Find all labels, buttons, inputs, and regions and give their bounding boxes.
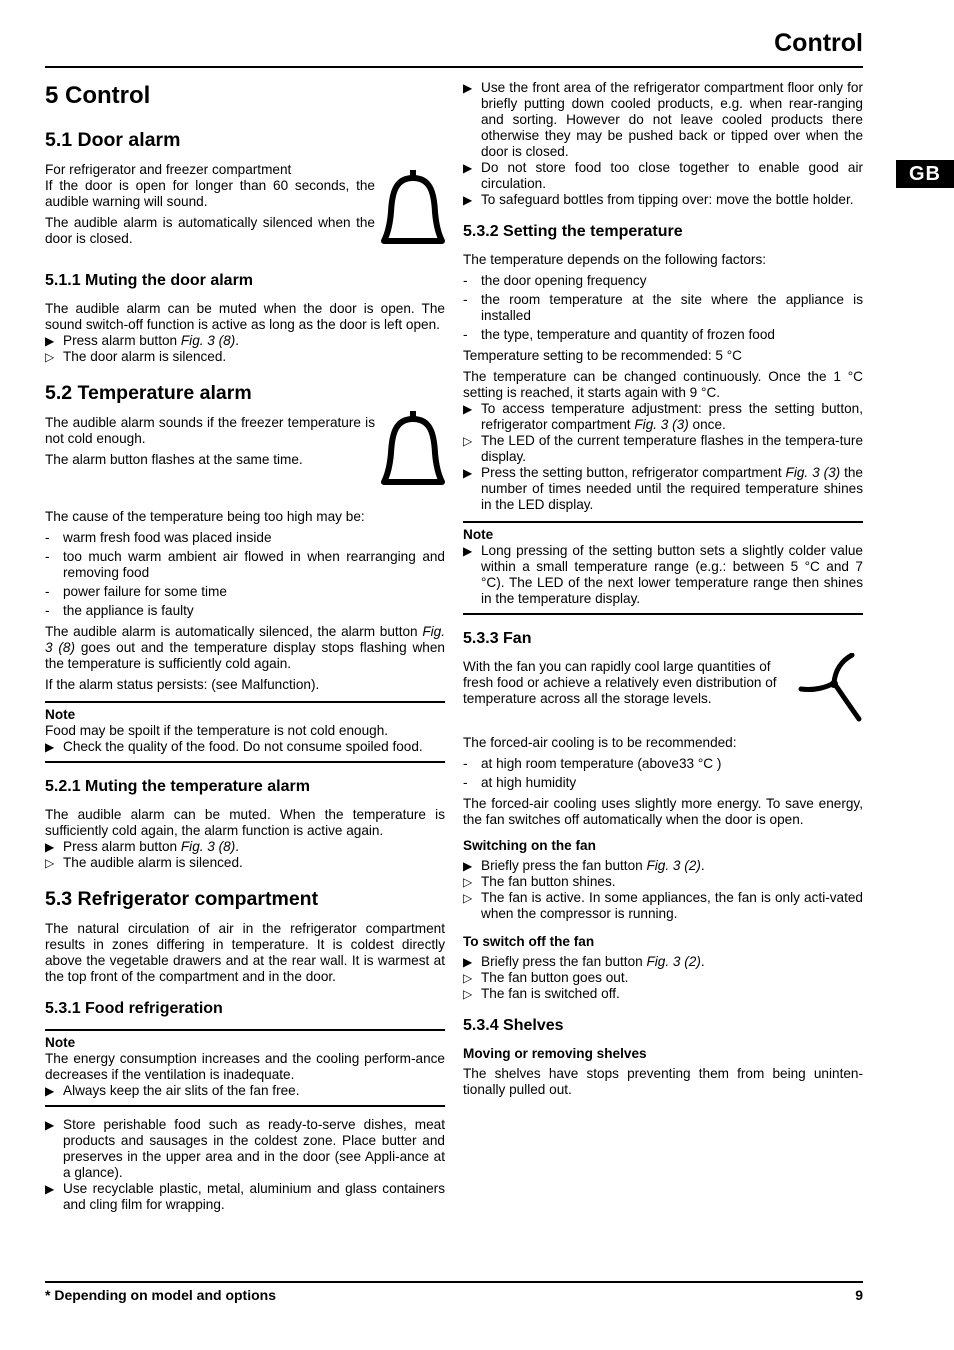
figure-reference: Fig. 3 (3) [785,465,841,480]
door-alarm-block [45,162,445,247]
section-5-1-1-title: 5.1.1 Muting the door alarm [45,272,254,289]
fan-off-title: To switch off the fan [463,934,595,949]
food-note [45,1029,445,1107]
temp-step-1: ▶ To access temperature adjustment: press the setting button, refrigerator compartment Fig. 3 (3) once. [463,401,863,432]
temp-alarm-note [45,701,445,763]
list-item: - the room temperature at the site where the appliance is installed [463,292,863,324]
forced-air-intro: The forced-air cooling is to be recommended: [463,735,737,750]
fan-energy-text: The forced-air cooling uses slightly more energy. To save energy, the fan switches off automatically when the door is open. [463,796,863,827]
result-arrow-icon: ▷ [463,891,473,905]
recommended-setting: Temperature setting to be recommended: 5 °C [463,348,742,363]
list-item: - at high humidity [463,775,863,791]
step-arrow-icon: ▶ [45,334,55,348]
step-arrow-icon: ▶ [463,402,473,416]
food-step-2: ▶ Use recyclable plastic, metal, aluminium and glass containers and cling film for wrapping. [45,1181,445,1212]
food-step-1: ▶ Store perishable food such as ready-to-serve dishes, meat products and sausages in the coldest zone. Place butter and preserves in the upper area and in the door (see Appli-ance at a glance). [45,1117,445,1180]
note-step: ▶ Long pressing of the setting button sets a slightly colder value within a small temperature range (e.g.: between 5 °C and 7 °C). The LED of the next lower temperature range then shines in the temperature display. [463,543,863,606]
figure-reference: Fig. 3 (8) [45,624,445,655]
result-arrow-icon: ▷ [463,987,473,1001]
language-tab: GB [896,160,954,188]
temp-alarm-silenced-text: The audible alarm is automatically silenced, the alarm button Fig. 3 (8) goes out and the temperature display stops flashing when the temperature is sufficiently cold again. [45,624,445,671]
step-arrow-icon: ▶ [45,1182,55,1196]
figure-reference: Fig. 3 (2) [646,858,701,873]
list-item: - too much warm ambient air flowed in when rearranging and removing food [45,549,445,581]
result-arrow-icon: ▷ [45,350,55,364]
section-5-3-title: 5.3 Refrigerator compartment [45,888,319,910]
temp-step-2: ▶ Press the setting button, refrigerator compartment Fig. 3 (3) the number of times needed until the required temperature shines in the LED display. [463,465,863,512]
forced-air-list [463,756,863,791]
door-alarm-text-1: If the door is open for longer than 60 seconds, the audible warning will sound. [45,178,375,209]
list-item: - the door opening frequency [463,273,863,289]
fan-on-title: Switching on the fan [463,838,596,853]
step-arrow-icon: ▶ [463,955,473,969]
temp-note [463,521,863,615]
step-arrow-icon: ▶ [463,81,473,95]
mute-temp-step: ▶ Press alarm button Fig. 3 (8). [45,839,240,854]
temp-alarm-persist-text: If the alarm status persists: (see Malfunction). [45,677,320,692]
section-5-3-2-title: 5.3.2 Setting the temperature [463,223,683,240]
note-step: ▶ Check the quality of the food. Do not consume spoiled food. [45,739,423,754]
temp-alarm-block [45,415,445,509]
fan-off-result-1: ▷ The fan button goes out. [463,970,629,985]
figure-reference: Fig. 3 (8) [180,839,236,854]
list-item: - warm fresh food was placed inside [45,530,445,546]
mute-temp-result: ▷ The audible alarm is silenced. [45,855,243,870]
temp-cause-intro: The cause of the temperature being too high may be: [45,509,365,524]
food-step-4: ▶ Do not store food too close together to enable good air circulation. [463,160,863,191]
right-column [463,80,863,1103]
figure-reference: Fig. 3 (2) [646,954,701,969]
result-arrow-icon: ▷ [45,856,55,870]
food-step-5: ▶ To safeguard bottles from tipping over: move the bottle holder. [463,192,854,207]
step-arrow-icon: ▶ [45,740,55,754]
section-5-3-4-title: 5.3.4 Shelves [463,1017,564,1034]
door-alarm-scope: For refrigerator and freezer compartment [45,162,292,177]
footer-note: * Depending on model and options [45,1287,276,1303]
footer-rule [45,1281,863,1283]
header-rule [45,66,863,68]
note-title: Note [45,1035,76,1050]
fan-on-result-1: ▷ The fan button shines. [463,874,616,889]
note-title: Note [463,527,494,542]
result-arrow-icon: ▷ [463,875,473,889]
chapter-title: 5 Control [45,82,151,109]
step-arrow-icon: ▶ [463,544,473,558]
list-item: - at high room temperature (above33 °C ) [463,756,863,772]
mute-door-text: The audible alarm can be muted when the door is open. The sound switch-off function is active as long as the door is left open. [45,301,445,332]
step-arrow-icon: ▶ [463,466,473,480]
temp-change-text: The temperature can be changed continuously. Once the 1 °C setting is reached, it starts again with 9 °C. [463,369,863,400]
result-arrow-icon: ▷ [463,971,473,985]
step-arrow-icon: ▶ [463,193,473,207]
food-step-3: ▶ Use the front area of the refrigerator compartment floor only for briefly putting down cooled products, e.g. when rear-ranging and sorting. However do not leave cooled products there otherwise they may be pushed back or tipped over when the door is closed. [463,80,863,159]
page-number: 9 [855,1287,863,1303]
door-alarm-text-2: The audible alarm is automatically silenced when the door is closed. [45,215,375,246]
mute-temp-text: The audible alarm can be muted. When the temperature is sufficiently cold again, the alarm function is active again. [45,807,445,838]
temp-cause-list [45,530,445,619]
fan-block [463,659,863,735]
section-5-2-1-title: 5.2.1 Muting the temperature alarm [45,778,310,795]
refrigerator-text: The natural circulation of air in the refrigerator compartment results in zones differing in temperature. It is coldest directly above the vegetable drawers and at the rear wall. It is warmest at the top front of the compartment and in the door. [45,921,445,984]
temp-result-1: ▷ The LED of the current temperature flashes in the tempera-ture display. [463,433,863,464]
section-5-1-title: 5.1 Door alarm [45,129,181,151]
temp-factor-list [463,273,863,343]
note-step: ▶ Always keep the air slits of the fan free. [45,1083,300,1098]
step-arrow-icon: ▶ [45,840,55,854]
temp-alarm-text-2: The alarm button flashes at the same time. [45,452,303,467]
page-header-title: Control [774,29,863,57]
step-arrow-icon: ▶ [463,859,473,873]
list-item: - the appliance is faulty [45,603,445,619]
list-item: - the type, temperature and quantity of frozen food [463,327,863,343]
shelves-sub-title: Moving or removing shelves [463,1046,647,1061]
result-arrow-icon: ▷ [463,434,473,448]
note-title: Note [45,707,76,722]
bell-icon [377,168,449,248]
figure-reference: Fig. 3 (3) [634,417,689,432]
fan-on-step: ▶ Briefly press the fan button Fig. 3 (2). [463,858,705,873]
section-5-2-title: 5.2 Temperature alarm [45,382,252,404]
left-column [45,78,445,1213]
figure-reference: Fig. 3 (8) [180,333,236,348]
fan-text-1: With the fan you can rapidly cool large quantities of fresh food or achieve a relatively even distribution of temperature across all the storage levels. [463,659,777,706]
note-text: The energy consumption increases and the cooling perform-ance decreases if the ventilation is inadequate. [45,1051,445,1082]
fan-off-result-2: ▷ The fan is switched off. [463,986,620,1001]
fan-off-step: ▶ Briefly press the fan button Fig. 3 (2). [463,954,705,969]
step-arrow-icon: ▶ [45,1084,55,1098]
fan-on-result-2: ▷ The fan is active. In some appliances, the fan is only acti-vated when the compressor is running. [463,890,863,921]
list-item: - power failure for some time [45,584,445,600]
fan-icon [797,653,863,723]
mute-door-step: ▶ Press alarm button Fig. 3 (8). [45,333,240,348]
step-arrow-icon: ▶ [463,161,473,175]
section-5-3-3-title: 5.3.3 Fan [463,630,532,647]
section-5-3-1-title: 5.3.1 Food refrigeration [45,1000,223,1017]
temp-factors-intro: The temperature depends on the following factors: [463,252,767,267]
bell-icon [377,409,449,489]
temp-alarm-text-1: The audible alarm sounds if the freezer temperature is not cold enough. [45,415,375,446]
mute-door-result: ▷ The door alarm is silenced. [45,349,227,364]
shelves-text: The shelves have stops preventing them from being uninten-tionally pulled out. [463,1066,863,1097]
step-arrow-icon: ▶ [45,1118,55,1132]
note-text: Food may be spoilt if the temperature is not cold enough. [45,723,389,738]
